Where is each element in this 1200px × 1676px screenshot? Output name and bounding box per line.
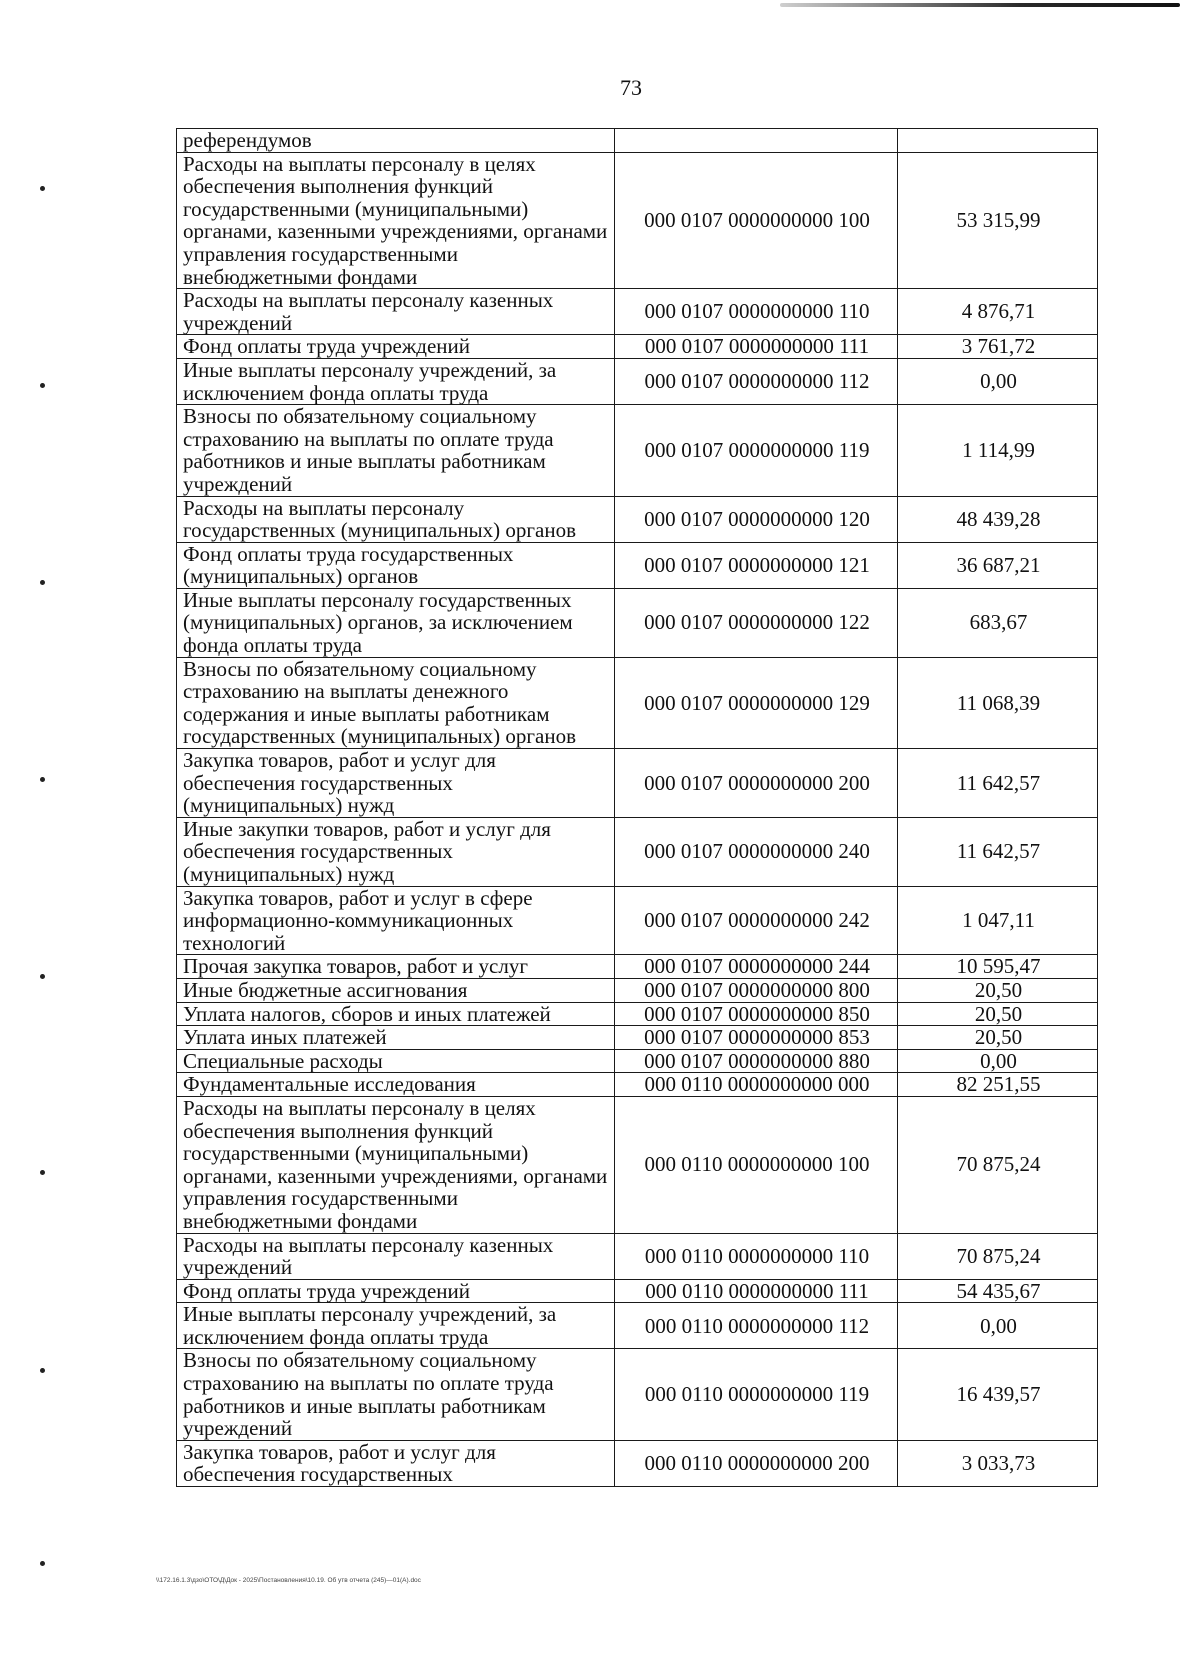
- row-amount: 70 875,24: [898, 1096, 1098, 1233]
- table-row: [177, 955, 1098, 979]
- row-name: Расходы на выплаты персоналу казенных учреждений: [177, 1233, 615, 1279]
- table-row: [177, 588, 1098, 657]
- margin-dot: [40, 1170, 45, 1175]
- row-amount: 1 114,99: [898, 405, 1098, 496]
- row-name: Фонд оплаты труда государственных (муниципальных) органов: [177, 542, 615, 588]
- row-code: 000 0110 0000000000 110: [615, 1233, 898, 1279]
- row-code: 000 0107 0000000000 240: [615, 817, 898, 886]
- row-code: 000 0107 0000000000 880: [615, 1049, 898, 1073]
- row-name: Фонд оплаты труда учреждений: [177, 335, 615, 359]
- margin-dot: [40, 383, 45, 388]
- table-row: [177, 749, 1098, 818]
- row-amount: 48 439,28: [898, 496, 1098, 542]
- table-row: [177, 358, 1098, 404]
- table-row: [177, 817, 1098, 886]
- footer-file-path: \\172.16.1.3\дзо\ОТО\Д\Док - 2025\Постановления\10.19. Об утв отчета (245)—01(А).doc: [156, 1577, 421, 1584]
- row-name: Расходы на выплаты персоналу казенных учреждений: [177, 289, 615, 335]
- table-row: [177, 405, 1098, 496]
- table-row: [177, 542, 1098, 588]
- row-amount: 16 439,57: [898, 1349, 1098, 1440]
- page-number: 73: [620, 75, 642, 100]
- row-name: Закупка товаров, работ и услуг для обеспечения государственных (муниципальных) нужд: [177, 749, 615, 818]
- row-amount: 0,00: [898, 1303, 1098, 1349]
- row-code: 000 0107 0000000000 120: [615, 496, 898, 542]
- row-name: Расходы на выплаты персоналу государственных (муниципальных) органов: [177, 496, 615, 542]
- row-name: Уплата налогов, сборов и иных платежей: [177, 1002, 615, 1026]
- row-code: 000 0107 0000000000 242: [615, 886, 898, 955]
- row-amount: 683,67: [898, 588, 1098, 657]
- margin-dot: [40, 1561, 45, 1566]
- row-amount: 3 761,72: [898, 335, 1098, 359]
- table-row: [177, 496, 1098, 542]
- row-code: 000 0110 0000000000 100: [615, 1096, 898, 1233]
- row-name: Закупка товаров, работ и услуг в сфере информационно-коммуникационных технологий: [177, 886, 615, 955]
- row-amount: 0,00: [898, 358, 1098, 404]
- row-name: Уплата иных платежей: [177, 1026, 615, 1050]
- row-amount: 11 068,39: [898, 657, 1098, 748]
- table-row: [177, 152, 1098, 289]
- row-name: Иные бюджетные ассигнования: [177, 978, 615, 1002]
- margin-dot: [40, 186, 45, 191]
- row-amount: 20,50: [898, 1026, 1098, 1050]
- row-code: 000 0107 0000000000 200: [615, 749, 898, 818]
- row-code: 000 0107 0000000000 129: [615, 657, 898, 748]
- row-code: 000 0107 0000000000 800: [615, 978, 898, 1002]
- row-amount: 36 687,21: [898, 542, 1098, 588]
- row-name: Фундаментальные исследования: [177, 1073, 615, 1097]
- table-row: [177, 335, 1098, 359]
- top-edge-rule: [780, 3, 1180, 7]
- row-name: Закупка товаров, работ и услуг для обеспечения государственных: [177, 1440, 615, 1486]
- row-code: 000 0110 0000000000 112: [615, 1303, 898, 1349]
- margin-dot: [40, 580, 45, 585]
- row-name: Расходы на выплаты персоналу в целях обеспечения выполнения функций государственными (муниципальными) органами, казенными учреждениями, органами управления государственными внебюджетными фондами: [177, 1096, 615, 1233]
- row-code: 000 0107 0000000000 100: [615, 152, 898, 289]
- row-name: Иные выплаты персоналу учреждений, за исключением фонда оплаты труда: [177, 358, 615, 404]
- expenditure-table-body: [177, 129, 1098, 1487]
- row-amount: 11 642,57: [898, 749, 1098, 818]
- row-amount: 53 315,99: [898, 152, 1098, 289]
- row-amount: 20,50: [898, 1002, 1098, 1026]
- row-amount: 11 642,57: [898, 817, 1098, 886]
- row-code: 000 0107 0000000000 111: [615, 335, 898, 359]
- row-amount: 0,00: [898, 1049, 1098, 1073]
- row-code: 000 0110 0000000000 000: [615, 1073, 898, 1097]
- table-row: [177, 289, 1098, 335]
- row-name: Расходы на выплаты персоналу в целях обеспечения выполнения функций государственными (муниципальными) органами, казенными учреждениями, органами управления государственными внебюджетными фондами: [177, 152, 615, 289]
- row-code: 000 0107 0000000000 112: [615, 358, 898, 404]
- table-row: [177, 1349, 1098, 1440]
- table-row: [177, 886, 1098, 955]
- table-row: [177, 1303, 1098, 1349]
- row-name: Фонд оплаты труда учреждений: [177, 1279, 615, 1303]
- row-code: 000 0107 0000000000 850: [615, 1002, 898, 1026]
- row-name: Иные закупки товаров, работ и услуг для обеспечения государственных (муниципальных) нужд: [177, 817, 615, 886]
- table-row: [177, 978, 1098, 1002]
- row-amount: 70 875,24: [898, 1233, 1098, 1279]
- row-amount: 1 047,11: [898, 886, 1098, 955]
- table-row: [177, 1233, 1098, 1279]
- row-code: 000 0110 0000000000 200: [615, 1440, 898, 1486]
- row-code: 000 0110 0000000000 119: [615, 1349, 898, 1440]
- table-row: [177, 657, 1098, 748]
- row-amount: 54 435,67: [898, 1279, 1098, 1303]
- row-name: Иные выплаты персоналу государственных (муниципальных) органов, за исключением фонда оплаты труда: [177, 588, 615, 657]
- row-name: референдумов: [177, 129, 615, 153]
- row-code: 000 0107 0000000000 121: [615, 542, 898, 588]
- row-name: Прочая закупка товаров, работ и услуг: [177, 955, 615, 979]
- row-name: Специальные расходы: [177, 1049, 615, 1073]
- margin-dot: [40, 1368, 45, 1373]
- row-name: Взносы по обязательному социальному страхованию на выплаты по оплате труда работников и иные выплаты работникам учреждений: [177, 405, 615, 496]
- row-amount: 82 251,55: [898, 1073, 1098, 1097]
- table-row: [177, 1049, 1098, 1073]
- margin-dot: [40, 974, 45, 979]
- table-row: [177, 1440, 1098, 1486]
- row-name: Иные выплаты персоналу учреждений, за исключением фонда оплаты труда: [177, 1303, 615, 1349]
- expenditure-table: [176, 128, 1098, 1487]
- row-code: 000 0107 0000000000 244: [615, 955, 898, 979]
- row-amount: [898, 129, 1098, 153]
- row-amount: 20,50: [898, 978, 1098, 1002]
- table-row: [177, 1279, 1098, 1303]
- row-name: Взносы по обязательному социальному страхованию на выплаты денежного содержания и иные выплаты работникам государственных (муниципальных) органов: [177, 657, 615, 748]
- table-row: [177, 1073, 1098, 1097]
- table-row: [177, 1026, 1098, 1050]
- row-code: 000 0107 0000000000 119: [615, 405, 898, 496]
- row-code: 000 0107 0000000000 853: [615, 1026, 898, 1050]
- row-code: 000 0107 0000000000 110: [615, 289, 898, 335]
- row-amount: 4 876,71: [898, 289, 1098, 335]
- table-row: [177, 1096, 1098, 1233]
- row-code: 000 0110 0000000000 111: [615, 1279, 898, 1303]
- table-row: [177, 129, 1098, 153]
- row-amount: 3 033,73: [898, 1440, 1098, 1486]
- row-amount: 10 595,47: [898, 955, 1098, 979]
- row-code: 000 0107 0000000000 122: [615, 588, 898, 657]
- margin-dot: [40, 777, 45, 782]
- row-name: Взносы по обязательному социальному страхованию на выплаты по оплате труда работников и иные выплаты работникам учреждений: [177, 1349, 615, 1440]
- table-row: [177, 1002, 1098, 1026]
- row-code: [615, 129, 898, 153]
